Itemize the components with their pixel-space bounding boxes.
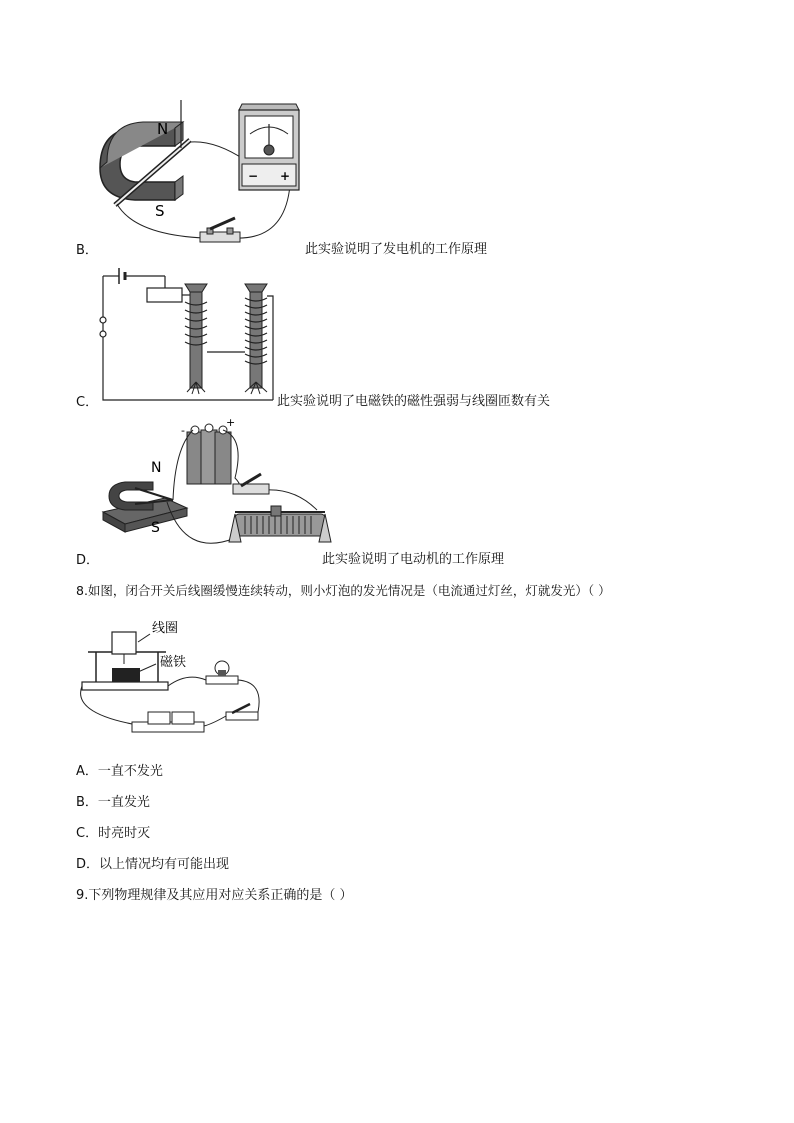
question-8-text: 8.如图，闭合开关后线圈缓慢连续转动，则小灯泡的发光情况是（电流通过灯丝，灯就发光）（ ）: [76, 583, 611, 598]
q8-answer-b[interactable]: [76, 791, 150, 810]
option-d-caption: 此实验说明了电动机的工作原理: [322, 552, 505, 567]
q8-answer-c-text: 时亮时灭: [98, 826, 151, 841]
battery-plus-label: +: [226, 418, 236, 429]
svg-text:−: −: [248, 169, 259, 183]
option-b-caption: 此实验说明了发电机的工作原理: [305, 242, 488, 257]
electromagnet-experiment-figure: [95, 262, 280, 404]
svg-text:+: +: [280, 169, 291, 183]
galvanometer-icon: [234, 102, 304, 192]
option-d-letter: D．: [76, 553, 100, 568]
q8-answer-d-letter: D．: [76, 857, 100, 872]
motor-experiment-figure: [95, 418, 335, 558]
option-c-caption: 此实验说明了电磁铁的磁性强弱与线圈匝数有关: [277, 394, 551, 409]
q8-answer-b-letter: B．: [76, 795, 98, 810]
south-pole-label: S: [155, 202, 165, 220]
north-pole-label-d: N: [151, 460, 162, 476]
q8-answer-a-text: 一直不发光: [97, 764, 163, 779]
option-b-letter: B．: [76, 243, 98, 258]
q8-answer-d-text: 以上情况均有可能出现: [99, 857, 230, 872]
battery-minus-label: -: [181, 424, 185, 437]
option-c-letter: C．: [76, 395, 99, 410]
q8-answer-a[interactable]: [76, 760, 163, 779]
q8-answer-d[interactable]: [76, 853, 229, 872]
q8-answer-b-text: 一直发光: [97, 795, 150, 810]
coil-label: 线圈: [152, 621, 179, 636]
magnet-label: 磁铁: [160, 655, 187, 670]
question-9-text: 9.下列物理规律及其应用对应关系正确的是（ ）: [76, 888, 353, 903]
q8-answer-c-letter: C．: [76, 826, 99, 841]
north-pole-label: N: [157, 120, 169, 138]
q8-answer-c[interactable]: [76, 822, 150, 841]
coil-lamp-circuit-figure: [72, 612, 272, 740]
south-pole-label-d: S: [151, 520, 160, 536]
q8-answer-a-letter: A．: [76, 764, 98, 779]
